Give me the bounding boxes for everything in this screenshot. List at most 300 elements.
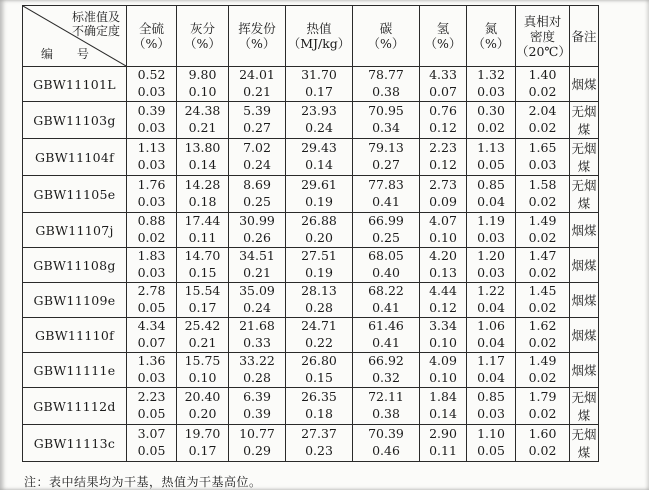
table-body <box>23 67 599 462</box>
standard-value: 1.22 <box>477 283 505 299</box>
column-header-text: 热值 <box>306 21 332 36</box>
coal-type-note: 烟煤 <box>570 353 599 388</box>
uncertainty-value: 0.15 <box>305 370 333 386</box>
standard-value: 3.07 <box>137 426 166 442</box>
standard-values-table <box>22 5 599 462</box>
standard-value: 1.83 <box>137 248 166 264</box>
standard-value: 1.49 <box>528 353 557 369</box>
value-cell <box>177 213 229 248</box>
sample-code: GBW11107j <box>23 213 127 248</box>
table-row <box>23 248 599 283</box>
coal-type-note: 烟煤 <box>570 283 599 318</box>
table-row <box>23 67 599 102</box>
sample-code: GBW11113c <box>23 425 127 462</box>
standard-value: 1.10 <box>477 426 505 442</box>
uncertainty-value: 0.38 <box>372 406 400 422</box>
uncertainty-value: 0.12 <box>429 120 457 136</box>
value-cell <box>353 67 420 102</box>
standard-value: 21.68 <box>239 318 275 334</box>
coal-type-note: 无烟煤 <box>570 139 599 176</box>
column-header-text: 氢 <box>436 21 450 36</box>
standard-value: 66.99 <box>368 213 404 229</box>
value-cell <box>467 248 516 283</box>
uncertainty-value: 0.03 <box>137 370 166 386</box>
value-cell <box>177 353 229 388</box>
coal-type-note: 烟煤 <box>570 213 599 248</box>
value-cell <box>286 283 353 318</box>
standard-value: 9.80 <box>188 67 217 83</box>
value-cell <box>467 283 516 318</box>
uncertainty-value: 0.10 <box>188 370 217 386</box>
uncertainty-value: 0.02 <box>528 84 557 100</box>
sample-code: GBW11101L <box>23 67 127 102</box>
uncertainty-value: 0.40 <box>372 265 400 281</box>
value-cell <box>286 425 353 462</box>
value-cell <box>420 176 467 213</box>
uncertainty-value: 0.18 <box>305 406 333 422</box>
value-cell <box>229 248 286 283</box>
standard-value: 1.65 <box>528 140 557 156</box>
uncertainty-value: 0.10 <box>429 370 457 386</box>
standard-value: 1.79 <box>528 389 557 405</box>
uncertainty-value: 0.02 <box>528 406 557 422</box>
standard-value: 1.76 <box>137 177 166 193</box>
standard-value: 6.39 <box>243 389 271 405</box>
standard-value: 2.73 <box>429 177 457 193</box>
value-cell <box>516 67 570 102</box>
value-cell <box>229 353 286 388</box>
uncertainty-value: 0.03 <box>477 84 505 100</box>
uncertainty-value: 0.02 <box>137 230 166 246</box>
standard-value: 33.22 <box>239 353 275 369</box>
standard-value: 29.43 <box>301 140 337 156</box>
standard-value: 26.35 <box>301 389 337 405</box>
standard-value: 4.09 <box>429 353 457 369</box>
value-cell <box>286 67 353 102</box>
standard-value: 8.69 <box>243 177 271 193</box>
uncertainty-value: 0.33 <box>243 335 271 351</box>
value-cell <box>353 353 420 388</box>
standard-value: 1.13 <box>477 140 505 156</box>
standard-value: 0.52 <box>137 67 166 83</box>
standard-value: 19.70 <box>184 426 221 442</box>
value-cell <box>420 102 467 139</box>
value-cell <box>420 139 467 176</box>
uncertainty-value: 0.21 <box>188 120 217 136</box>
value-cell <box>353 139 420 176</box>
standard-value: 2.90 <box>429 426 457 442</box>
standard-value: 1.17 <box>477 353 505 369</box>
standard-value: 1.62 <box>528 318 557 334</box>
standard-value: 24.38 <box>184 103 221 119</box>
standard-value: 1.40 <box>528 67 557 83</box>
value-cell <box>420 283 467 318</box>
standard-value: 61.46 <box>368 318 404 334</box>
value-cell <box>516 425 570 462</box>
standard-value: 14.70 <box>184 248 221 264</box>
standard-value: 31.70 <box>301 67 337 83</box>
uncertainty-value: 0.02 <box>477 120 505 136</box>
standard-value: 27.51 <box>301 248 337 264</box>
value-cell <box>353 213 420 248</box>
corner-header-cell <box>23 6 127 67</box>
uncertainty-value: 0.03 <box>477 406 505 422</box>
table-row <box>23 388 599 425</box>
value-cell <box>353 248 420 283</box>
value-cell <box>229 176 286 213</box>
uncertainty-value: 0.21 <box>243 84 271 100</box>
value-cell <box>286 318 353 353</box>
value-cell <box>516 388 570 425</box>
column-header <box>570 6 599 67</box>
value-cell <box>127 425 177 462</box>
column-header-text: （20℃） <box>516 43 571 59</box>
uncertainty-value: 0.02 <box>528 230 557 246</box>
value-cell <box>467 425 516 462</box>
sample-code: GBW11112d <box>23 388 127 425</box>
uncertainty-value: 0.21 <box>188 335 217 351</box>
coal-type-note: 烟煤 <box>570 318 599 353</box>
standard-value: 0.30 <box>477 103 505 119</box>
uncertainty-value: 0.14 <box>305 157 333 173</box>
uncertainty-value: 0.04 <box>477 194 505 210</box>
value-cell <box>286 248 353 283</box>
uncertainty-value: 0.19 <box>305 194 333 210</box>
value-cell <box>127 139 177 176</box>
column-header <box>229 6 286 67</box>
value-cell <box>177 176 229 213</box>
uncertainty-value: 0.24 <box>243 300 271 316</box>
standard-value: 1.13 <box>137 140 166 156</box>
value-cell <box>353 425 420 462</box>
column-header <box>516 6 570 67</box>
uncertainty-value: 0.41 <box>372 335 400 351</box>
column-header-text: （%） <box>424 36 462 51</box>
value-cell <box>177 248 229 283</box>
standard-value: 4.34 <box>137 318 166 334</box>
uncertainty-value: 0.03 <box>528 157 557 173</box>
value-cell <box>516 248 570 283</box>
uncertainty-value: 0.10 <box>429 230 457 246</box>
uncertainty-value: 0.34 <box>372 120 400 136</box>
uncertainty-value: 0.24 <box>305 120 333 136</box>
uncertainty-value: 0.10 <box>429 335 457 351</box>
sample-code: GBW11105e <box>23 176 127 213</box>
standard-value: 0.85 <box>477 177 505 193</box>
value-cell <box>229 67 286 102</box>
standard-value: 24.71 <box>301 318 337 334</box>
standard-value: 66.92 <box>368 353 404 369</box>
standard-value: 0.88 <box>137 213 166 229</box>
value-cell <box>353 176 420 213</box>
value-cell <box>127 248 177 283</box>
uncertainty-value: 0.07 <box>137 335 166 351</box>
value-cell <box>516 102 570 139</box>
standard-value: 3.34 <box>429 318 457 334</box>
value-cell <box>177 283 229 318</box>
value-cell <box>127 283 177 318</box>
value-cell <box>286 353 353 388</box>
uncertainty-value: 0.04 <box>477 335 505 351</box>
uncertainty-value: 0.20 <box>188 406 217 422</box>
standard-value: 30.99 <box>239 213 275 229</box>
uncertainty-value: 0.02 <box>528 443 557 459</box>
value-cell <box>467 102 516 139</box>
uncertainty-value: 0.05 <box>137 443 166 459</box>
standard-value: 2.04 <box>528 103 557 119</box>
sample-code: GBW11110f <box>23 318 127 353</box>
standard-value: 10.77 <box>239 426 275 442</box>
standard-value: 14.28 <box>184 177 221 193</box>
uncertainty-value: 0.25 <box>243 194 271 210</box>
column-header-text: 真相对 <box>523 13 562 29</box>
coal-type-note: 无烟煤 <box>570 425 599 462</box>
standard-value: 29.61 <box>301 177 337 193</box>
standard-value: 26.80 <box>301 353 337 369</box>
column-header-text: 灰分 <box>189 21 215 36</box>
table-row <box>23 176 599 213</box>
standard-value: 1.84 <box>429 389 457 405</box>
column-header <box>127 6 177 67</box>
standard-value: 20.40 <box>184 389 221 405</box>
standard-value: 15.54 <box>184 283 221 299</box>
standard-value: 1.36 <box>137 353 166 369</box>
value-cell <box>516 176 570 213</box>
footnote: 注：表中结果均为干基，热值为干基高位。 <box>24 475 262 489</box>
uncertainty-value: 0.02 <box>528 300 557 316</box>
standard-value: 78.77 <box>368 67 404 83</box>
value-cell <box>286 139 353 176</box>
uncertainty-value: 0.02 <box>528 335 557 351</box>
uncertainty-value: 0.05 <box>137 300 166 316</box>
uncertainty-value: 0.46 <box>372 443 400 459</box>
sample-code: GBW11104f <box>23 139 127 176</box>
standard-value: 0.39 <box>137 103 166 119</box>
value-cell <box>177 102 229 139</box>
standard-value: 4.44 <box>429 283 457 299</box>
table-row <box>23 102 599 139</box>
standard-value: 68.22 <box>368 283 404 299</box>
value-cell <box>177 318 229 353</box>
value-cell <box>229 318 286 353</box>
uncertainty-value: 0.03 <box>137 194 166 210</box>
value-cell <box>467 139 516 176</box>
standard-value: 4.07 <box>429 213 457 229</box>
uncertainty-value: 0.41 <box>372 194 400 210</box>
uncertainty-value: 0.27 <box>372 157 400 173</box>
value-cell <box>516 139 570 176</box>
uncertainty-value: 0.02 <box>528 265 557 281</box>
standard-value: 24.01 <box>239 67 275 83</box>
table-row <box>23 139 599 176</box>
coal-type-note: 烟煤 <box>570 67 599 102</box>
uncertainty-value: 0.02 <box>528 370 557 386</box>
standard-value: 70.39 <box>368 426 404 442</box>
column-header-text: （%） <box>133 36 170 51</box>
standard-value: 34.51 <box>239 248 275 264</box>
value-cell <box>127 102 177 139</box>
value-cell <box>467 176 516 213</box>
value-cell <box>420 425 467 462</box>
standard-value: 27.37 <box>301 426 337 442</box>
value-cell <box>420 67 467 102</box>
value-cell <box>467 213 516 248</box>
uncertainty-value: 0.14 <box>429 406 457 422</box>
column-header <box>353 6 420 67</box>
uncertainty-value: 0.23 <box>305 443 333 459</box>
column-header-text: 全硫 <box>138 21 164 36</box>
value-cell <box>177 67 229 102</box>
value-cell <box>177 388 229 425</box>
uncertainty-value: 0.03 <box>137 265 166 281</box>
value-cell <box>420 353 467 388</box>
uncertainty-value: 0.18 <box>188 194 217 210</box>
coal-type-note: 无烟煤 <box>570 102 599 139</box>
standard-value: 1.60 <box>528 426 557 442</box>
uncertainty-value: 0.15 <box>188 265 217 281</box>
uncertainty-value: 0.04 <box>477 300 505 316</box>
uncertainty-value: 0.17 <box>305 84 333 100</box>
value-cell <box>229 425 286 462</box>
standard-value: 68.05 <box>368 248 404 264</box>
uncertainty-value: 0.05 <box>477 443 505 459</box>
standard-value: 1.45 <box>528 283 557 299</box>
value-cell <box>127 353 177 388</box>
value-cell <box>467 67 516 102</box>
column-header <box>420 6 467 67</box>
column-header-text: 挥发份 <box>238 21 276 36</box>
value-cell <box>127 213 177 248</box>
value-cell <box>353 283 420 318</box>
value-cell <box>516 353 570 388</box>
column-header-text: 氮 <box>484 21 498 36</box>
value-cell <box>467 318 516 353</box>
table-row <box>23 318 599 353</box>
uncertainty-value: 0.17 <box>188 443 217 459</box>
value-cell <box>229 388 286 425</box>
corner-bottom-label: 编 号 <box>41 47 99 61</box>
standard-value: 4.20 <box>429 248 457 264</box>
standard-value: 15.75 <box>184 353 221 369</box>
value-cell <box>229 139 286 176</box>
standard-value: 28.13 <box>301 283 337 299</box>
value-cell <box>353 318 420 353</box>
uncertainty-value: 0.32 <box>372 370 400 386</box>
column-header <box>177 6 229 67</box>
standard-value: 79.13 <box>368 140 404 156</box>
value-cell <box>127 67 177 102</box>
uncertainty-value: 0.03 <box>137 84 166 100</box>
uncertainty-value: 0.20 <box>305 230 333 246</box>
uncertainty-value: 0.07 <box>429 84 457 100</box>
standard-value: 72.11 <box>368 389 404 405</box>
uncertainty-value: 0.03 <box>137 157 166 173</box>
standard-value: 2.23 <box>137 389 166 405</box>
standard-value: 7.02 <box>243 140 271 156</box>
standard-value: 70.95 <box>368 103 404 119</box>
coal-type-note: 烟煤 <box>570 248 599 283</box>
standard-value: 25.42 <box>184 318 221 334</box>
uncertainty-value: 0.29 <box>243 443 271 459</box>
column-header-text: （%） <box>367 36 405 51</box>
uncertainty-value: 0.02 <box>528 194 557 210</box>
standard-value: 1.49 <box>528 213 557 229</box>
value-cell <box>177 425 229 462</box>
standard-value: 0.76 <box>429 103 457 119</box>
column-header <box>467 6 516 67</box>
uncertainty-value: 0.04 <box>477 370 505 386</box>
standard-value: 0.85 <box>477 389 505 405</box>
uncertainty-value: 0.17 <box>188 300 217 316</box>
value-cell <box>286 213 353 248</box>
table-row <box>23 353 599 388</box>
standard-value: 1.32 <box>477 67 505 83</box>
standard-value: 17.44 <box>184 213 221 229</box>
column-header-text: （%） <box>184 36 221 51</box>
uncertainty-value: 0.05 <box>477 157 505 173</box>
uncertainty-value: 0.22 <box>305 335 333 351</box>
coal-type-note: 无烟煤 <box>570 388 599 425</box>
standard-value: 1.19 <box>477 213 505 229</box>
uncertainty-value: 0.24 <box>243 157 271 173</box>
value-cell <box>127 388 177 425</box>
value-cell <box>353 102 420 139</box>
uncertainty-value: 0.19 <box>305 265 333 281</box>
uncertainty-value: 0.03 <box>477 265 505 281</box>
standard-value: 2.78 <box>137 283 166 299</box>
uncertainty-value: 0.05 <box>137 406 166 422</box>
column-header-text: 碳 <box>379 21 393 36</box>
standard-value: 1.20 <box>477 248 505 264</box>
corner-top-label: 标准值及 不确定度 <box>71 10 120 38</box>
uncertainty-value: 0.10 <box>188 84 217 100</box>
column-header <box>286 6 353 67</box>
standard-value: 77.83 <box>368 177 404 193</box>
value-cell <box>229 213 286 248</box>
sample-code: GBW11109e <box>23 283 127 318</box>
standard-value: 5.39 <box>243 103 271 119</box>
column-header-text: 备注 <box>571 28 597 44</box>
column-header-text: （%） <box>238 36 276 51</box>
table-header-row <box>23 6 599 67</box>
standard-value: 1.58 <box>528 177 557 193</box>
value-cell <box>420 388 467 425</box>
value-cell <box>516 318 570 353</box>
uncertainty-value: 0.28 <box>305 300 333 316</box>
value-cell <box>420 248 467 283</box>
value-cell <box>353 388 420 425</box>
standard-value: 1.47 <box>528 248 557 264</box>
standard-value: 13.80 <box>184 140 221 156</box>
value-cell <box>229 283 286 318</box>
uncertainty-value: 0.12 <box>429 300 457 316</box>
uncertainty-value: 0.28 <box>243 370 271 386</box>
value-cell <box>420 318 467 353</box>
uncertainty-value: 0.41 <box>372 300 400 316</box>
standard-value: 1.06 <box>477 318 505 334</box>
value-cell <box>467 353 516 388</box>
value-cell <box>286 102 353 139</box>
uncertainty-value: 0.03 <box>477 230 505 246</box>
table-row <box>23 425 599 462</box>
column-header-text: （%） <box>472 36 510 51</box>
uncertainty-value: 0.09 <box>429 194 457 210</box>
table-row <box>23 213 599 248</box>
uncertainty-value: 0.02 <box>528 120 557 136</box>
value-cell <box>177 139 229 176</box>
uncertainty-value: 0.27 <box>243 120 271 136</box>
value-cell <box>467 388 516 425</box>
